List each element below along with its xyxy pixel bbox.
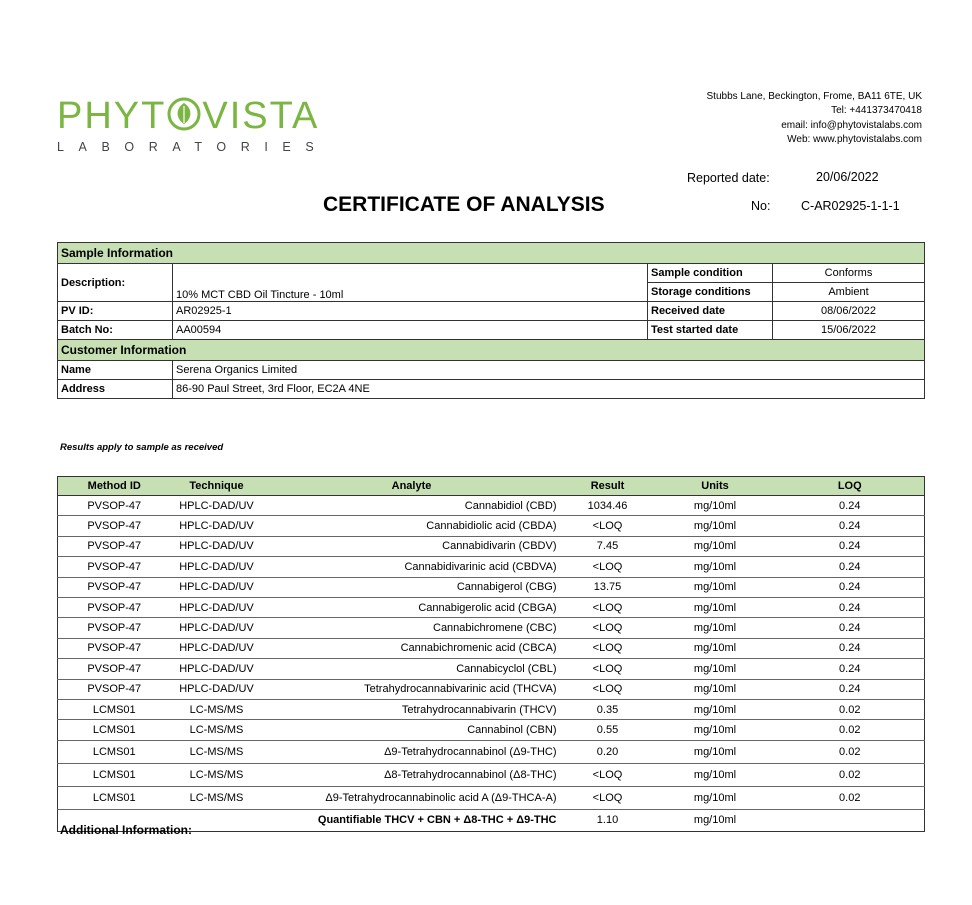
received-date-label: Received date: [648, 302, 773, 321]
result-cell: 13.75: [561, 577, 655, 597]
analyte-cell: Cannabidivarinic acid (CBDVA): [263, 557, 561, 577]
result-cell: <LOQ: [561, 597, 655, 617]
loq-cell: 0.24: [776, 597, 925, 617]
technique-cell: HPLC-DAD/UV: [171, 597, 263, 617]
method-id-cell: PVSOP-47: [58, 536, 171, 556]
analyte-cell: Tetrahydrocannabivarin (THCV): [263, 699, 561, 719]
method-id-cell: LCMS01: [58, 786, 171, 809]
table-row: [58, 699, 925, 719]
technique-cell: HPLC-DAD/UV: [171, 557, 263, 577]
units-cell: mg/10ml: [655, 638, 776, 658]
method-id-cell: PVSOP-47: [58, 638, 171, 658]
units-cell: mg/10ml: [655, 679, 776, 699]
loq-cell: 0.02: [776, 763, 925, 786]
method-id-cell: LCMS01: [58, 720, 171, 740]
analyte-cell: Δ9-Tetrahydrocannabinolic acid A (Δ9-THCA-A): [263, 786, 561, 809]
sample-condition-value: Conforms: [773, 264, 925, 283]
logo-subtitle: LABORATORIES: [57, 139, 329, 154]
loq-cell: 0.02: [776, 786, 925, 809]
units-cell: mg/10ml: [655, 618, 776, 638]
units-cell: mg/10ml: [655, 536, 776, 556]
table-row: [58, 597, 925, 617]
loq-cell: 0.02: [776, 720, 925, 740]
description-label: Description:: [58, 264, 173, 302]
sample-info-heading: Sample Information: [58, 243, 925, 264]
total-label: Quantifiable THCV + CBN + Δ8-THC + Δ9-THC: [263, 809, 561, 831]
contact-address: Stubbs Lane, Beckington, Frome, BA11 6TE, UK: [706, 91, 922, 102]
analyte-cell: Cannabicyclol (CBL): [263, 659, 561, 679]
loq-cell: 0.24: [776, 638, 925, 658]
technique-cell: HPLC-DAD/UV: [171, 577, 263, 597]
storage-conditions-label: Storage conditions: [648, 283, 773, 302]
analyte-cell: Cannabichromene (CBC): [263, 618, 561, 638]
col-header-units: Units: [655, 477, 776, 496]
pvid-label: PV ID:: [58, 302, 173, 321]
technique-cell: HPLC-DAD/UV: [171, 516, 263, 536]
result-cell: <LOQ: [561, 516, 655, 536]
batch-no-value: AA00594: [173, 321, 648, 340]
technique-cell: HPLC-DAD/UV: [171, 659, 263, 679]
technique-cell: HPLC-DAD/UV: [171, 496, 263, 516]
units-cell: mg/10ml: [655, 699, 776, 719]
units-cell: mg/10ml: [655, 740, 776, 763]
method-id-cell: PVSOP-47: [58, 557, 171, 577]
method-id-cell: PVSOP-47: [58, 618, 171, 638]
table-row: [58, 536, 925, 556]
loq-cell: 0.24: [776, 659, 925, 679]
result-cell: <LOQ: [561, 763, 655, 786]
loq-cell: 0.24: [776, 496, 925, 516]
pvid-value: AR02925-1: [173, 302, 648, 321]
reported-date-value: 20/06/2022: [816, 170, 879, 184]
results-note: Results apply to sample as received: [60, 442, 224, 453]
method-id-cell: LCMS01: [58, 740, 171, 763]
customer-address-label: Address: [58, 380, 173, 399]
method-id-cell: PVSOP-47: [58, 597, 171, 617]
result-cell: 0.20: [561, 740, 655, 763]
logo-wordmark: PHYT VISTA: [57, 95, 320, 137]
method-id-cell: PVSOP-47: [58, 516, 171, 536]
result-cell: 0.55: [561, 720, 655, 740]
table-row: [58, 763, 925, 786]
table-row: [58, 516, 925, 536]
document-title: CERTIFICATE OF ANALYSIS: [323, 193, 605, 216]
result-cell: <LOQ: [561, 618, 655, 638]
analyte-cell: Cannabichromenic acid (CBCA): [263, 638, 561, 658]
customer-name-value: Serena Organics Limited: [173, 361, 925, 380]
contact-email: email: info@phytovistalabs.com: [781, 119, 922, 131]
analyte-cell: Cannabidiolic acid (CBDA): [263, 516, 561, 536]
received-date-value: 08/06/2022: [773, 302, 925, 321]
result-cell: 7.45: [561, 536, 655, 556]
loq-cell: 0.24: [776, 618, 925, 638]
customer-address-value: 86-90 Paul Street, 3rd Floor, EC2A 4NE: [173, 380, 925, 399]
customer-name-label: Name: [58, 361, 173, 380]
test-started-label: Test started date: [648, 321, 773, 340]
table-row: [58, 577, 925, 597]
table-row: [58, 740, 925, 763]
units-cell: mg/10ml: [655, 597, 776, 617]
storage-conditions-value: Ambient: [773, 283, 925, 302]
sample-customer-table: [57, 242, 925, 399]
result-cell: 1034.46: [561, 496, 655, 516]
col-header-loq: LOQ: [776, 477, 925, 496]
contact-block: [707, 90, 922, 147]
units-cell: mg/10ml: [655, 577, 776, 597]
table-row: [58, 638, 925, 658]
technique-cell: LC-MS/MS: [171, 786, 263, 809]
contact-web: Web: www.phytovistalabs.com: [787, 133, 922, 145]
technique-cell: LC-MS/MS: [171, 720, 263, 740]
batch-no-label: Batch No:: [58, 321, 173, 340]
method-id-cell: PVSOP-47: [58, 659, 171, 679]
result-cell: 0.35: [561, 699, 655, 719]
contact-phone: Tel: +441373470418: [831, 105, 922, 117]
loq-cell: 0.24: [776, 536, 925, 556]
description-value: 10% MCT CBD Oil Tincture - 10ml: [173, 264, 648, 302]
technique-cell: LC-MS/MS: [171, 740, 263, 763]
company-logo: [57, 96, 328, 154]
analyte-cell: Cannabigerol (CBG): [263, 577, 561, 597]
col-header-analyte: Analyte: [263, 477, 561, 496]
technique-cell: LC-MS/MS: [171, 699, 263, 719]
analyte-cell: Cannabidiol (CBD): [263, 496, 561, 516]
col-header-method: Method ID: [58, 477, 171, 496]
method-id-cell: PVSOP-47: [58, 496, 171, 516]
test-started-value: 15/06/2022: [773, 321, 925, 340]
method-id-cell: LCMS01: [58, 763, 171, 786]
analyte-cell: Cannabigerolic acid (CBGA): [263, 597, 561, 617]
leaf-circle-icon: [167, 97, 201, 139]
loq-cell: 0.24: [776, 516, 925, 536]
analyte-cell: Cannabinol (CBN): [263, 720, 561, 740]
certificate-no-label: No:: [751, 199, 771, 213]
table-row: [58, 618, 925, 638]
analyte-cell: Δ9-Tetrahydrocannabinol (Δ9-THC): [263, 740, 561, 763]
result-cell: <LOQ: [561, 679, 655, 699]
technique-cell: HPLC-DAD/UV: [171, 536, 263, 556]
units-cell: mg/10ml: [655, 557, 776, 577]
units-cell: mg/10ml: [655, 720, 776, 740]
technique-cell: LC-MS/MS: [171, 763, 263, 786]
reported-date-label: Reported date:: [687, 171, 770, 185]
additional-information-label: Additional Information:: [60, 823, 192, 837]
technique-cell: HPLC-DAD/UV: [171, 638, 263, 658]
method-id-cell: PVSOP-47: [58, 679, 171, 699]
loq-cell: 0.24: [776, 679, 925, 699]
loq-cell: 0.24: [776, 577, 925, 597]
results-table: [57, 476, 925, 832]
technique-cell: HPLC-DAD/UV: [171, 618, 263, 638]
units-cell: mg/10ml: [655, 516, 776, 536]
analyte-cell: Tetrahydrocannabivarinic acid (THCVA): [263, 679, 561, 699]
table-row: [58, 679, 925, 699]
table-row: [58, 557, 925, 577]
certificate-no-value: C-AR02925-1-1-1: [801, 199, 900, 213]
total-units: mg/10ml: [655, 809, 776, 831]
result-cell: <LOQ: [561, 557, 655, 577]
technique-cell: HPLC-DAD/UV: [171, 679, 263, 699]
units-cell: mg/10ml: [655, 496, 776, 516]
analyte-cell: Δ8-Tetrahydrocannabinol (Δ8-THC): [263, 763, 561, 786]
loq-cell: 0.02: [776, 740, 925, 763]
col-header-technique: Technique: [171, 477, 263, 496]
table-row: [58, 659, 925, 679]
units-cell: mg/10ml: [655, 763, 776, 786]
table-row: [58, 496, 925, 516]
sample-condition-label: Sample condition: [648, 264, 773, 283]
result-cell: <LOQ: [561, 638, 655, 658]
customer-info-heading: Customer Information: [58, 340, 925, 361]
loq-cell: 0.24: [776, 557, 925, 577]
analyte-cell: Cannabidivarin (CBDV): [263, 536, 561, 556]
method-id-cell: LCMS01: [58, 699, 171, 719]
method-id-cell: PVSOP-47: [58, 577, 171, 597]
result-cell: <LOQ: [561, 659, 655, 679]
col-header-result: Result: [561, 477, 655, 496]
total-result: 1.10: [561, 809, 655, 831]
table-row: [58, 786, 925, 809]
result-cell: <LOQ: [561, 786, 655, 809]
units-cell: mg/10ml: [655, 786, 776, 809]
table-row: [58, 720, 925, 740]
units-cell: mg/10ml: [655, 659, 776, 679]
loq-cell: 0.02: [776, 699, 925, 719]
